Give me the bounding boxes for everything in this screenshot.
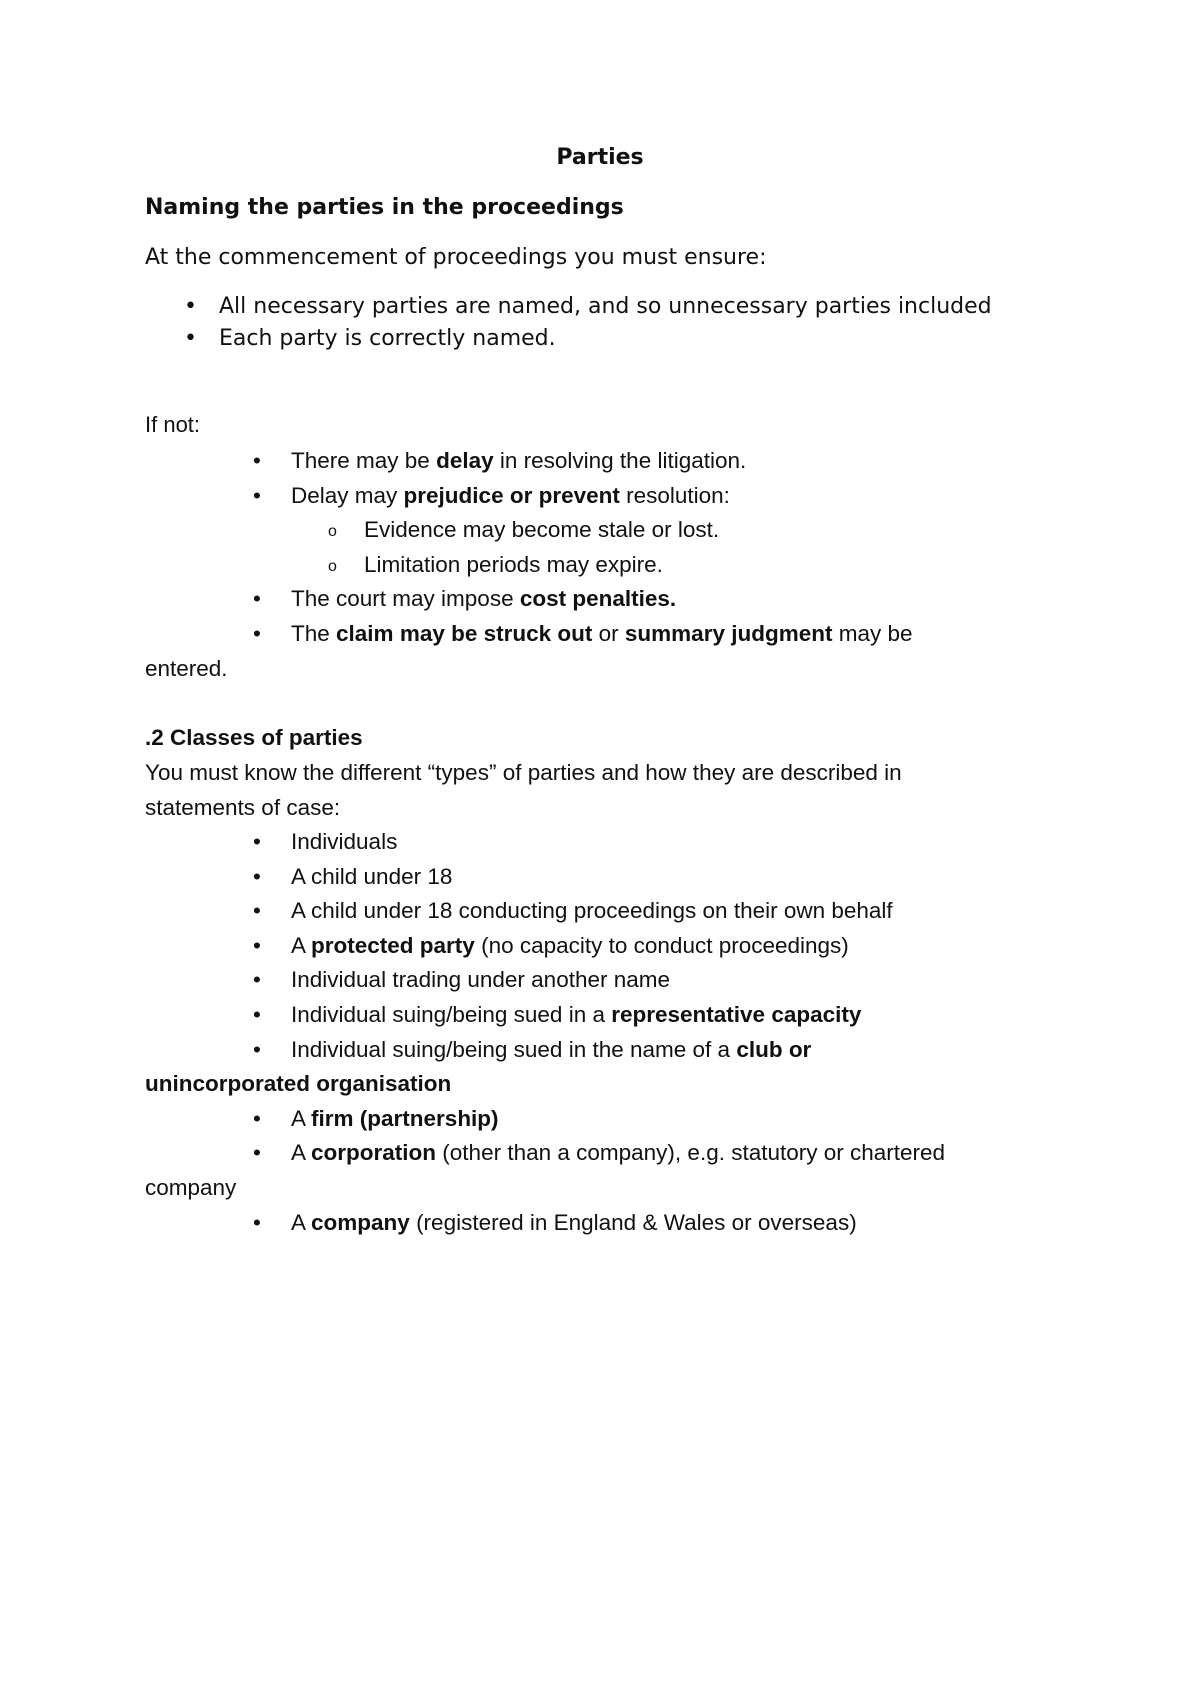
list-item	[145, 1136, 1065, 1205]
bullet-icon: •	[253, 448, 261, 473]
list-item-text: Individual trading under another name	[291, 967, 671, 993]
list-item	[145, 1033, 1065, 1102]
bold-text: club or	[736, 1036, 812, 1062]
text-run: A	[291, 1105, 312, 1131]
bullet-icon: •	[253, 932, 261, 958]
list-item	[145, 963, 1065, 998]
bullet-icon: •	[253, 898, 261, 924]
list-item	[145, 617, 1045, 686]
list-item	[145, 291, 1005, 323]
list-item-continuation: unincorporated organisation	[145, 1071, 452, 1097]
list-item-first-line	[145, 1136, 1065, 1171]
sub-list-item	[145, 548, 1045, 583]
bold-text: delay	[436, 448, 494, 473]
text-run: The	[291, 620, 337, 646]
list-item-continuation: entered.	[145, 655, 228, 681]
text-run: (other than a company), e.g. statutory or chartered	[436, 1140, 946, 1166]
bullet-icon: •	[253, 829, 261, 854]
text-run: Individual suing/being sued in a	[291, 1001, 612, 1027]
list-item-continuation: company	[145, 1174, 237, 1200]
sub-list-item	[145, 513, 1045, 548]
list-item	[145, 323, 1005, 355]
bullet-icon: •	[253, 586, 261, 612]
bold-text: company	[311, 1209, 410, 1235]
section-intro: At the commencement of proceedings you must ensure:	[145, 245, 767, 270]
text-run: There may be	[291, 448, 437, 473]
list-item-text: Evidence may become stale or lost.	[364, 517, 720, 543]
bullet-icon: •	[253, 863, 261, 889]
bold-text: firm (partnership)	[311, 1105, 499, 1131]
bullet-icon: •	[253, 967, 261, 993]
list-item	[145, 1206, 1065, 1241]
bold-text: prejudice or prevent	[403, 482, 620, 508]
party-types-list	[145, 825, 1065, 1240]
consequences-lead: If not:	[145, 412, 201, 437]
consequences-list	[145, 444, 1045, 686]
list-item-text: All necessary parties are named, and so unnecessary parties included	[219, 294, 992, 319]
list-item	[145, 1102, 1065, 1137]
text-run: or	[592, 620, 625, 646]
list-item-text: A child under 18	[291, 863, 453, 889]
bullet-icon: •	[184, 326, 197, 351]
list-item	[145, 444, 1045, 479]
bold-text: claim may be struck out	[336, 620, 593, 646]
bullet-icon: •	[253, 482, 261, 508]
list-item	[145, 929, 1065, 964]
list-item-text: A child under 18 conducting proceedings on their own behalf	[291, 898, 893, 924]
description-line: You must know the different “types” of parties and how they are described in	[145, 760, 902, 785]
list-item-first-line	[145, 1033, 1065, 1068]
page-title: Parties	[556, 145, 644, 170]
text-run: (registered in England & Wales or overseas)	[409, 1209, 857, 1235]
list-item	[145, 825, 1065, 860]
bullet-icon: •	[184, 294, 197, 319]
section-heading-naming-parties: Naming the parties in the proceedings	[145, 195, 624, 220]
section-description	[145, 756, 1065, 825]
text-run: resolution:	[619, 482, 730, 508]
list-item	[145, 479, 1045, 514]
list-item-text: Individuals	[291, 829, 398, 854]
list-item-first-line	[145, 617, 1045, 652]
bold-text: summary judgment	[624, 620, 833, 646]
bold-text: protected party	[311, 932, 475, 958]
text-run: in resolving the litigation.	[493, 448, 747, 473]
list-item	[145, 860, 1065, 895]
requirements-list	[145, 291, 1005, 355]
list-item-text: Each party is correctly named.	[219, 326, 556, 351]
list-item	[145, 894, 1065, 929]
bullet-icon: •	[253, 1209, 261, 1235]
section-heading-classes-of-parties: .2 Classes of parties	[145, 725, 363, 750]
text-run: A	[291, 1209, 312, 1235]
bullet-icon: •	[253, 1140, 261, 1166]
text-run: may be	[832, 620, 913, 646]
text-run: Delay may	[291, 482, 404, 508]
bold-text: cost penalties.	[519, 586, 677, 612]
description-line: statements of case:	[145, 794, 341, 820]
text-run: Individual suing/being sued in the name of a	[291, 1036, 737, 1062]
circle-bullet-icon: o	[328, 523, 337, 541]
list-item	[145, 998, 1065, 1033]
text-run: (no capacity to conduct proceedings)	[474, 932, 849, 958]
text-run: A	[291, 932, 312, 958]
list-item-text: Limitation periods may expire.	[364, 551, 663, 577]
circle-bullet-icon: o	[328, 557, 337, 575]
list-item	[145, 582, 1045, 617]
bullet-icon: •	[253, 1105, 261, 1131]
bold-text: corporation	[311, 1140, 437, 1166]
text-run: The court may impose	[291, 586, 520, 612]
bullet-icon: •	[253, 1001, 261, 1027]
bold-text: representative capacity	[611, 1001, 862, 1027]
bullet-icon: •	[253, 1036, 261, 1062]
text-run: A	[291, 1140, 312, 1166]
bullet-icon: •	[253, 620, 261, 646]
